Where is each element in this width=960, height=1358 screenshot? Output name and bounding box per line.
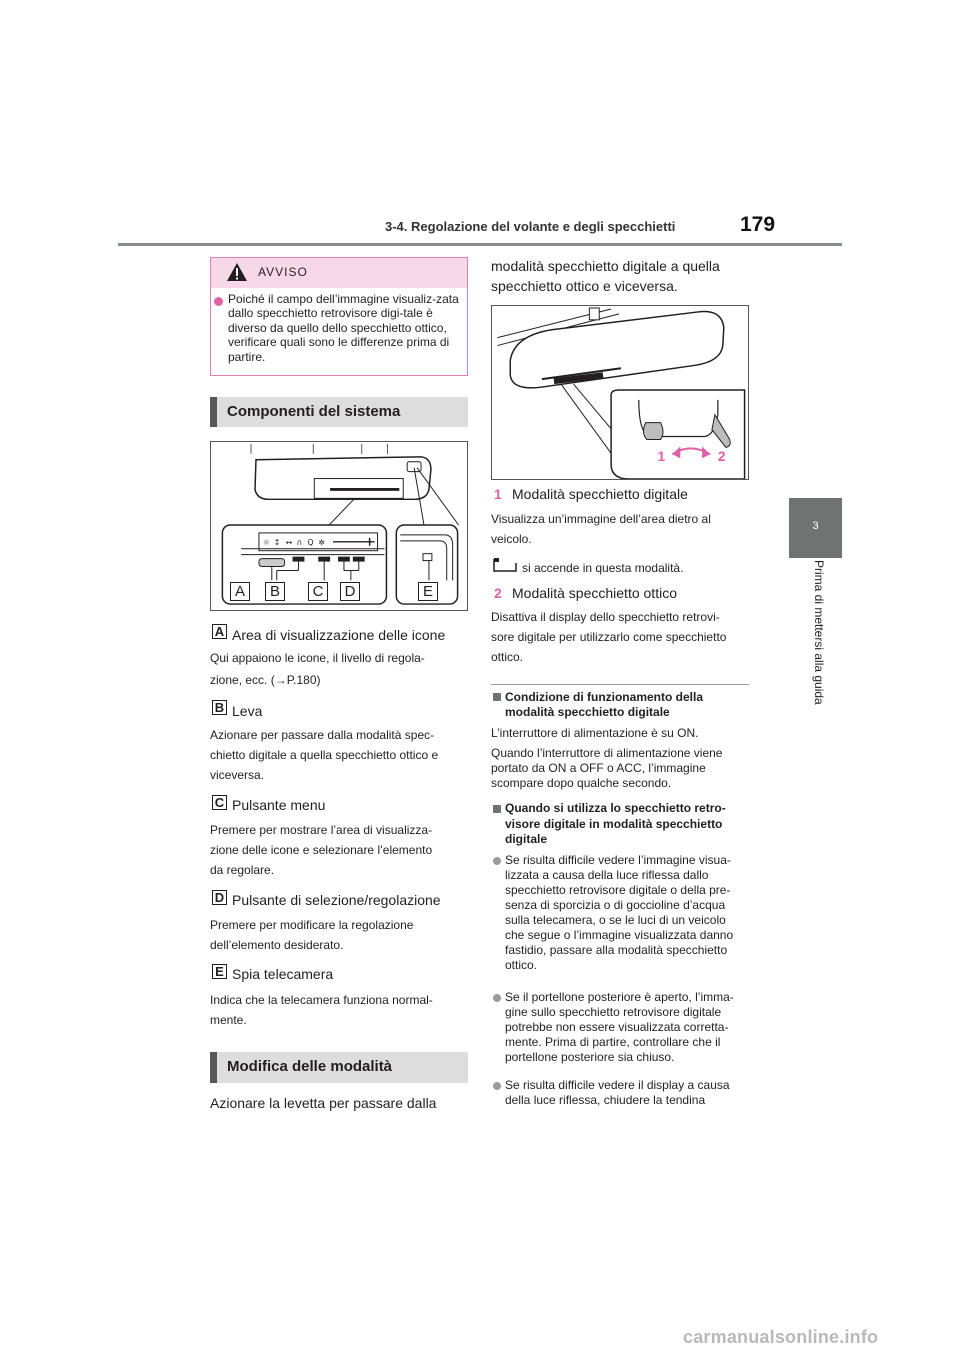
figure-label-a (230, 582, 250, 601)
svg-text:✲: ✲ (318, 537, 325, 547)
component-desc-d-line-2: dell’elemento desiderato. (210, 938, 344, 952)
mode-desc-1-line-2: veicolo. (491, 532, 532, 546)
note-2-heading-line-3: digitale (505, 832, 548, 846)
mode-icon-note: si accende in questa modalità. (522, 561, 684, 575)
bullet-3-line-2: della luce riflessa, chiudere la tendina (505, 1093, 706, 1107)
modes-intro-right-line-1: modalità specchietto digitale a quella (491, 258, 720, 274)
note-2-heading-line-2: visore digitale in modalità specchietto (505, 817, 723, 831)
mode-desc-2-line-2: sore digitale per utilizzarlo come specchietto (491, 630, 727, 644)
bullet-1-line-1: Se risulta difficile vedere l’immagine visua- (505, 853, 731, 867)
component-desc-a-line-2: zione, ecc. (→P.180) (210, 673, 321, 687)
watermark: carmanualsonline.info (683, 1327, 879, 1347)
warning-text: Poiché il campo dell’immagine visualiz-zata dallo specchietto retrovisore digi-tale è diverso da quello dello specchietto ottico, verificare quali sono le differenze prima di partire. (228, 292, 459, 364)
svg-text:∩: ∩ (296, 537, 303, 547)
svg-text:Q: Q (307, 537, 314, 547)
component-title-b: Leva (232, 703, 263, 719)
component-desc-e-line-2: mente. (210, 1013, 247, 1027)
component-desc-c-line-1: Premere per mostrare l’area di visualizza- (210, 823, 433, 837)
section-header-components (210, 397, 468, 427)
bullet-1-line-4: senza di sporcizia o di goccioline d’acqua (505, 898, 726, 912)
page-number: 179 (740, 213, 776, 236)
component-title-c: Pulsante menu (232, 797, 326, 813)
mirror-lever-figure (491, 305, 749, 480)
figure-tag-b: B (265, 582, 285, 601)
bullet-1-line-2: lizzata a causa della luce riflessa dallo (505, 868, 709, 882)
figure2-label-1: 1 (657, 448, 666, 465)
svg-text:↔: ↔ (285, 537, 293, 547)
figure-label-e (418, 582, 438, 601)
figure-tag-c: C (308, 582, 328, 601)
bullet-2-line-3: potrebbe non essere visualizzata corretta- (505, 1020, 729, 1034)
bullet-1-line-3: specchietto retrovisore digitale o della pre- (505, 883, 731, 897)
note-1-para-2-line-3: scompare dopo qualche secondo. (491, 776, 672, 790)
component-title-d: Pulsante di selezione/regolazione (232, 892, 441, 908)
warning-bullet-icon (214, 297, 223, 306)
figure2-label-2: 2 (717, 448, 726, 465)
component-desc-a-line-1: Qui appaiono le icone, il livello di regola- (210, 651, 425, 665)
component-title-e: Spia telecamera (232, 966, 334, 982)
item-tag-a: A (212, 624, 227, 639)
chapter-tab-label (812, 560, 826, 740)
item-tag-e: E (212, 964, 227, 979)
mode-number-2: 2 (494, 585, 502, 601)
note-1-heading-line-2: modalità specchietto digitale (505, 705, 670, 719)
component-title-a: Area di visualizzazione delle icone (232, 627, 446, 643)
modes-intro-left: Azionare la levetta per passare dalla (210, 1095, 437, 1111)
bullet-dot-icon (493, 994, 501, 1002)
figure-label-b (265, 582, 285, 601)
note-1-para-2-line-2: portato da ON a OFF o ACC, l’immagine (491, 761, 706, 775)
modes-intro-right-line-2: specchietto ottico e viceversa. (491, 278, 678, 294)
chapter-tab-number: 3 (812, 520, 819, 532)
mode-desc-2-line-3: ottico. (491, 650, 524, 664)
chapter-tab-label-text: Prima di mettersi alla guida (812, 560, 826, 705)
bullet-3-line-1: Se risulta difficile vedere il display a causa (505, 1078, 730, 1092)
figure-tag-e: E (418, 582, 438, 601)
running-header-title: 3-4. Regolazione del volante e degli specchietti (385, 219, 676, 234)
component-desc-b-line-1: Azionare per passare dalla modalità spec- (210, 728, 435, 742)
note-1-para-1: L’interruttore di alimentazione è su ON. (491, 726, 699, 740)
section-title: Modifica delle modalità (227, 1058, 393, 1075)
warning-triangle-icon (226, 262, 248, 282)
mode-number-1: 1 (494, 486, 502, 502)
bullet-2-line-2: gine sullo specchietto retrovisore digitale (505, 1005, 722, 1019)
item-tag-d: D (212, 890, 227, 905)
section-header-modes (210, 1052, 468, 1083)
bullet-1-line-8: ottico. (505, 958, 538, 972)
bullet-dot-icon (493, 1082, 501, 1090)
svg-text:↕: ↕ (273, 537, 281, 547)
note-square-icon (493, 693, 501, 701)
figure-label-d (340, 582, 360, 601)
note-2-heading-line-1: Quando si utilizza lo specchietto retro- (505, 801, 726, 815)
camera-indicator-icon (493, 556, 517, 574)
bullet-2-line-5: portellone posteriore sia chiuso. (505, 1050, 675, 1064)
component-desc-c-line-2: zione delle icone e selezionare l’elemento (210, 843, 433, 857)
header-rule (118, 243, 842, 246)
notes-divider (491, 684, 749, 685)
component-desc-b-line-3: viceversa. (210, 768, 265, 782)
item-tag-b: B (212, 700, 227, 715)
bullet-1-line-5: sulla telecamera, o se le luci di un veicolo (505, 913, 726, 927)
warning-label: AVVISO (258, 265, 308, 279)
bullet-dot-icon (493, 857, 501, 865)
component-desc-c-line-3: da regolare. (210, 863, 275, 877)
bullet-1-line-7: fastidio, passare alla modalità specchietto (505, 943, 728, 957)
mode-title-2: Modalità specchietto ottico (512, 585, 677, 601)
component-desc-b-line-2: chietto digitale a quella specchietto ottico e (210, 748, 439, 762)
component-desc-e-line-1: Indica che la telecamera funziona normal- (210, 993, 433, 1007)
warning-header (211, 258, 467, 288)
svg-text:☼: ☼ (262, 537, 270, 547)
note-1-para-2-line-1: Quando l’interruttore di alimentazione viene (491, 746, 723, 760)
note-square-icon (493, 805, 501, 813)
figure-tag-d: D (340, 582, 360, 601)
figure-tag-a: A (230, 582, 250, 601)
figure-label-c (308, 582, 328, 601)
item-tag-c: C (212, 795, 227, 810)
bullet-2-line-1: Se il portellone posteriore è aperto, l’imma- (505, 990, 734, 1004)
mode-title-1: Modalità specchietto digitale (512, 486, 688, 502)
mode-desc-2-line-1: Disattiva il display dello specchietto retrovi- (491, 610, 720, 624)
bullet-1-line-6: che segue o l’immagine visualizzata danno (505, 928, 734, 942)
component-desc-d-line-1: Premere per modificare la regolazione (210, 918, 414, 932)
section-title: Componenti del sistema (227, 403, 401, 420)
bullet-2-line-4: mente. Prima di partire, controllare che il (505, 1035, 721, 1049)
note-1-heading-line-1: Condizione di funzionamento della (505, 690, 703, 704)
mode-desc-1-line-1: Visualizza un’immagine dell’area dietro al (491, 512, 711, 526)
